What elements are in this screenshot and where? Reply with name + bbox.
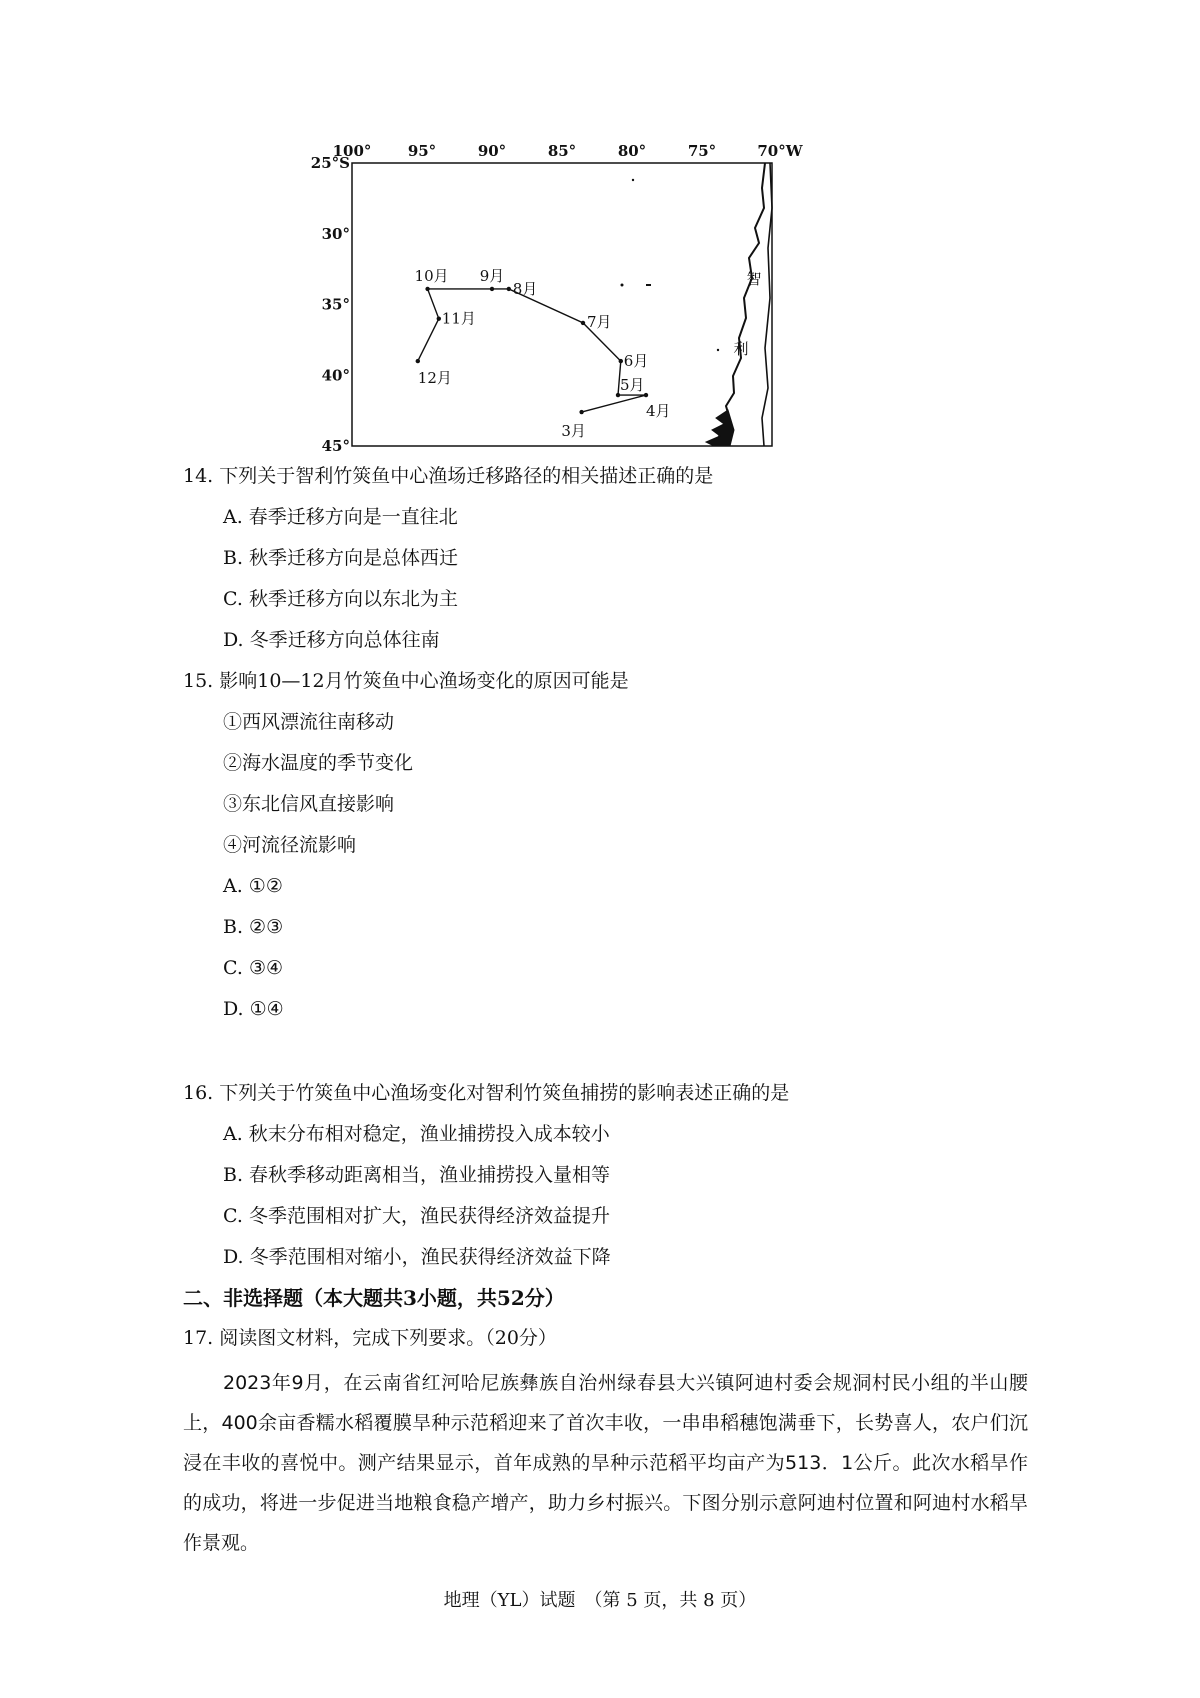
- route-point: [581, 321, 585, 325]
- q14-option-c[interactable]: C. 秋季迁移方向以东北为主: [223, 588, 458, 610]
- q15-statement-1: ①西风漂流往南移动: [223, 711, 395, 733]
- lon-label: 75°: [687, 142, 717, 160]
- lon-label: 80°: [617, 142, 647, 160]
- q15-statement-2: ②海水温度的季节变化: [223, 752, 414, 774]
- route-month-label: 3月: [561, 422, 586, 441]
- chile-coastline: [718, 163, 765, 446]
- question-14: [183, 456, 1063, 661]
- q16-option-c[interactable]: C. 冬季范围相对扩大，渔民获得经济效益提升: [223, 1205, 610, 1227]
- route-point: [579, 410, 583, 414]
- latitude-labels: [311, 154, 350, 455]
- route-point: [490, 287, 494, 291]
- map-svg: [310, 142, 880, 488]
- route-point: [425, 287, 429, 291]
- route-month-label: 9月: [479, 266, 505, 285]
- section-heading: 二、非选择题（本大题共3小题，共52分）: [183, 1286, 565, 1310]
- q15-statement-4: ④河流径流影响: [223, 834, 357, 856]
- route-month-label: 10月: [414, 266, 449, 285]
- route-month-label: 5月: [620, 376, 645, 395]
- lon-label: 100°: [332, 142, 372, 160]
- lon-label: 90°: [477, 142, 507, 160]
- route-point: [619, 359, 623, 363]
- q16-stem: 16. 下列关于竹筴鱼中心渔场变化对智利竹筴鱼捕捞的影响表述正确的是: [183, 1082, 790, 1104]
- island-dot: [717, 349, 719, 351]
- page-footer: 地理（YL）试题 （第 5 页，共 8 页）: [443, 1590, 757, 1611]
- q15-stem: 15. 影响10—12月竹筴鱼中心渔场变化的原因可能是: [183, 670, 629, 692]
- fishing-ground-map: [310, 142, 880, 488]
- lat-label: 25°S: [310, 154, 350, 172]
- lon-label: 95°: [407, 142, 437, 160]
- map-frame: [352, 163, 772, 446]
- migration-route: [418, 289, 646, 412]
- lat-label: 40°: [321, 366, 350, 385]
- route-point: [437, 316, 441, 320]
- lat-label: 30°: [321, 224, 350, 243]
- q16-option-d[interactable]: D. 冬季范围相对缩小，渔民获得经济效益下降: [223, 1246, 611, 1268]
- q15-statement-3: ③东北信风直接影响: [223, 793, 395, 815]
- chile-fjords: [706, 410, 734, 446]
- lat-label: 35°: [321, 295, 350, 314]
- route-point: [416, 359, 420, 363]
- q14-stem: 14. 下列关于智利竹筴鱼中心渔场迁移路径的相关描述正确的是: [183, 465, 714, 487]
- route-month-label: 4月: [646, 402, 671, 421]
- q14-option-a[interactable]: A. 春季迁移方向是一直往北: [223, 506, 458, 528]
- island-dot: [632, 179, 634, 181]
- q14-option-d[interactable]: D. 冬季迁移方向总体往南: [223, 629, 440, 651]
- route-month-label: 6月: [623, 352, 649, 371]
- question-16: [183, 1073, 1063, 1278]
- lon-label: 85°: [547, 142, 577, 160]
- longitude-labels: [333, 142, 804, 160]
- q16-option-b[interactable]: B. 春秋季移动距离相当，渔业捕捞投入量相等: [223, 1164, 611, 1186]
- question-15: [183, 661, 1063, 1030]
- route-month-label: 11月: [441, 309, 476, 328]
- q15-option-d[interactable]: D. ①④: [223, 998, 284, 1020]
- route-point: [507, 287, 511, 291]
- q15-option-b[interactable]: B. ②③: [223, 916, 284, 938]
- route-month-label: 12月: [417, 369, 452, 388]
- q17-material-paragraph: 2023年9月，在云南省红河哈尼族彝族自治州绿春县大兴镇阿迪村委会规洞村民小组的半山腰上，400余亩香糯水稻覆膜旱种示范稻迎来了首次丰收，一串串稻穗饱满垂下，长势喜人，农户们沉浸在丰收的喜悦中。测产结果显示，首年成熟的旱种示范稻平均亩产为513．1公斤。此次水稻旱作的成功，将进一步促进当地粮食稳产增产，助力乡村振兴。下图分别示意阿迪村位置和阿迪村水稻旱作景观。: [183, 1372, 1028, 1554]
- q15-option-a[interactable]: A. ①②: [223, 875, 283, 897]
- q16-option-a[interactable]: A. 秋末分布相对稳定，渔业捕捞投入成本较小: [223, 1123, 610, 1145]
- lat-label: 45°: [321, 437, 350, 455]
- route-month-label: 8月: [512, 279, 538, 298]
- lon-label: 70°W: [757, 142, 803, 160]
- country-label-zhi: 智: [746, 270, 762, 288]
- q14-option-b[interactable]: B. 秋季迁移方向是总体西迁: [223, 547, 459, 569]
- route-points: [415, 267, 671, 440]
- route-month-label: 7月: [587, 312, 612, 331]
- q15-option-c[interactable]: C. ③④: [223, 957, 284, 979]
- country-label-li: 利: [733, 340, 749, 358]
- island-dash: [646, 284, 651, 286]
- island-dot: [621, 284, 624, 287]
- q17-stem: 17. 阅读图文材料，完成下列要求。（20分）: [183, 1327, 557, 1349]
